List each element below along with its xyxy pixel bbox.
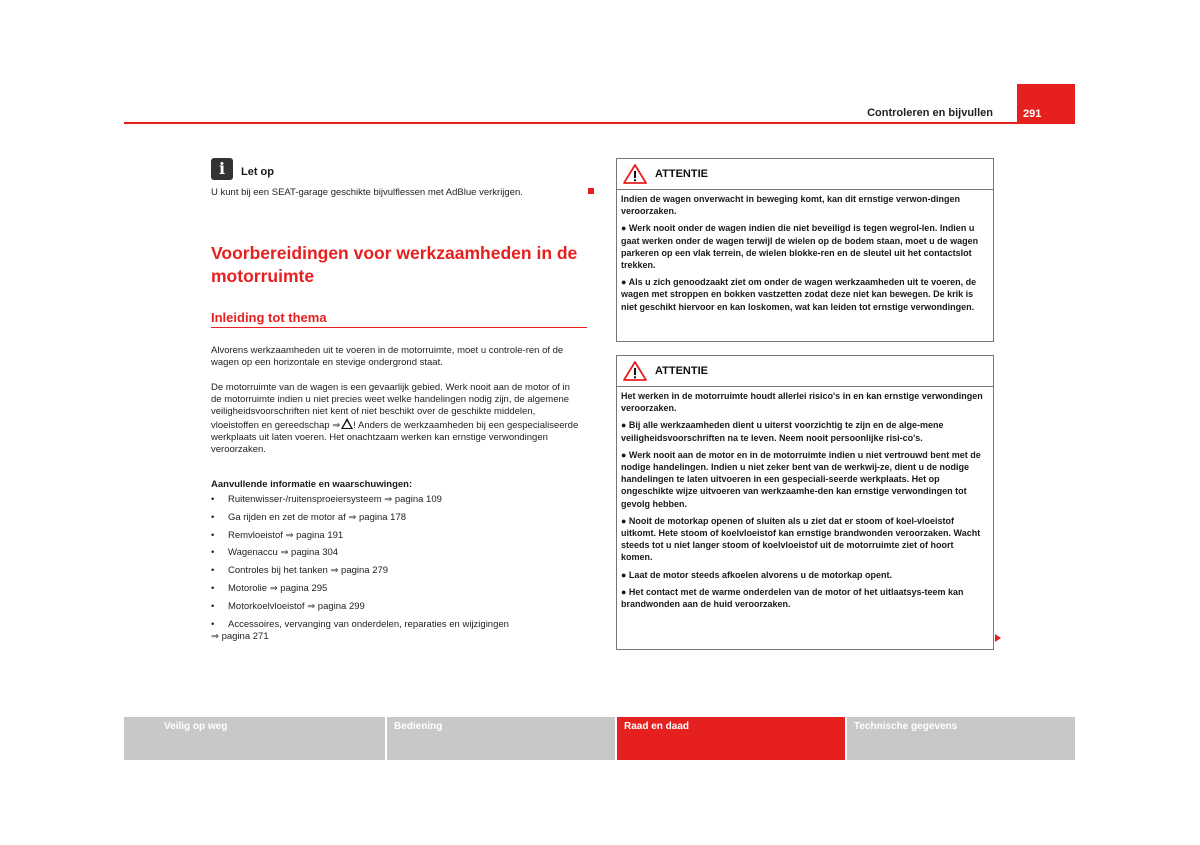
danger-paragraph-text-2: ! Anders de werkzaamheden bij een gespecialiseerde werkplaats uit laten voeren. Het onachtzaam werken kan ernstige verwondingen veroorzaken. — [211, 420, 579, 455]
end-of-section-square — [588, 188, 594, 194]
intro-paragraph: Alvorens werkzaamheden uit te voeren in de motorruimte, moet u controle-ren of de wagen op een horizontale en stevige ondergrond staat. — [211, 345, 564, 368]
warning-text: ● Werk nooit onder de wagen indien die niet beveiligd is tegen wegrol-len. Indien u gaat werken onder de wagen terwijl de wielen op de bodem staan, moet u de wagen parkeren op een vlak terrein, de wielen blokke-ren en de sleutel uit het contactslot trekken. — [621, 223, 979, 271]
reference-list — [211, 494, 591, 648]
warning-text: ● Het contact met de warme onderdelen van de motor of het uitlaatsys-teem kan brandwonden aan de huid veroorzaken. — [621, 586, 964, 610]
tab-technische-gegevens[interactable]: Technische gegevens — [847, 717, 1075, 760]
list-item[interactable] — [211, 494, 591, 506]
tab-veilig-op-weg[interactable]: Veilig op weg — [124, 717, 385, 760]
list-item[interactable] — [211, 619, 591, 643]
tab-bediening[interactable]: Bediening — [387, 717, 615, 760]
sub-heading: Inleiding tot thema — [211, 310, 327, 325]
warning-text: ● Als u zich genoodzaakt ziet om onder de wagen werkzaamheden uit te voeren, de wagen met stroppen en bokken vastzetten zodat deze niet kan bewegen. De krik is niet geschikt hiervoor en kan loskomen, wat kan leiden tot ernstige verwondingen. — [621, 277, 977, 312]
page-number: 291 — [1023, 108, 1042, 120]
warning-text: ● Bij alle werkzaamheden dient u uiterst voorzichtig te zijn en de alge-mene veiligheidsvoorschriften na te leven. Neem nooit persoonlijke risi-co's. — [621, 420, 944, 443]
reference-link[interactable]: Remvloeistof ⇒ pagina 191 — [228, 529, 344, 541]
reference-link[interactable]: Accessoires, vervanging van onderdelen, reparaties en wijzigingen — [228, 618, 509, 630]
info-icon: i — [211, 158, 233, 180]
warning-body — [617, 190, 993, 317]
warning-label: ATTENTIE — [655, 365, 708, 377]
sub-heading-rule — [211, 327, 587, 328]
danger-paragraph — [211, 382, 581, 456]
warning-text: Indien de wagen onverwacht in beweging komt, kan dit ernstige verwon-dingen veroorzaken. — [621, 194, 961, 217]
note-title: Let op — [241, 166, 274, 178]
warning-label: ATTENTIE — [655, 168, 708, 180]
list-item[interactable] — [211, 530, 591, 542]
reference-link[interactable]: Motorkoelvloeistof ⇒ pagina 299 — [228, 600, 365, 612]
list-item[interactable] — [211, 512, 591, 524]
warning-text: Het werken in de motorruimte houdt allerlei risico's in en kan ernstige verwondingen veroorzaken. — [621, 391, 983, 414]
danger-paragraph-text-1: De motorruimte van de wagen is een gevaarlijk gebied. Werk nooit aan de motor of in de motorruimte indien u niet precies weet welke handelingen nodig zijn, de algemene veiligheidsvoorschriften niet kent of niet beschikt over de geschikte middelen, vloeistoffen en gereedschap ⇒ — [211, 382, 570, 431]
reference-link-page[interactable]: ⇒ pagina 271 — [211, 630, 269, 642]
list-item[interactable] — [211, 565, 591, 577]
warning-box-1 — [616, 158, 994, 342]
warning-box-2 — [616, 355, 994, 650]
warning-triangle-icon[interactable] — [341, 418, 353, 429]
reference-link[interactable]: Motorolie ⇒ pagina 295 — [228, 582, 328, 594]
section-title: Controleren en bijvullen — [867, 107, 993, 119]
warning-text: ● Laat de motor steeds afkoelen alvorens u de motorkap opent. — [621, 569, 892, 580]
warning-header — [617, 356, 993, 387]
warning-triangle-icon — [623, 164, 647, 184]
footer-tabs — [124, 717, 1075, 760]
list-item[interactable] — [211, 547, 591, 559]
main-heading: Voorbereidingen voor werkzaamheden in de motorruimte — [211, 243, 578, 286]
note-text: U kunt bij een SEAT-garage geschikte bijvulflessen met AdBlue verkrijgen. — [211, 187, 523, 198]
list-item[interactable] — [211, 583, 591, 595]
tab-raad-en-daad[interactable]: Raad en daad — [617, 717, 845, 760]
page-number-box — [1017, 84, 1075, 124]
reference-link[interactable]: Ruitenwisser-/ruitensproeiersysteem ⇒ pagina 109 — [228, 494, 442, 505]
continue-arrow-icon — [995, 634, 1001, 642]
warning-triangle-icon — [623, 361, 647, 381]
warning-text: ● Werk nooit aan de motor en in de motorruimte indien u niet vertrouwd bent met de nodige handelingen. Indien u niet zeker bent van de werkwij-ze, dient u de nodige handelingen te laten uitvoeren in een gespeciali-seerde werkplaats. Het op ongeschikte wijze uitvoeren van werkzaamhe-den kan ernstige verwondingen tot gevolg hebben. — [621, 449, 981, 509]
reference-link[interactable]: Controles bij het tanken ⇒ pagina 279 — [228, 565, 389, 577]
warning-body — [617, 387, 993, 614]
warning-text: ● Nooit de motorkap openen of sluiten als u ziet dat er stoom of koel-vloeistof uitkomt. Hete stoom of koelvloeistof kan ernstige brandwonden veroorzaken. Wacht steeds tot u niet langer stoom of koelvloeistof uit de motorruimte ziet of hoort komen. — [621, 515, 981, 563]
reference-link[interactable]: Ga rijden en zet de motor af ⇒ pagina 178 — [228, 511, 407, 523]
header-rule — [124, 122, 1075, 124]
list-item[interactable] — [211, 601, 591, 613]
warning-header — [617, 159, 993, 190]
reference-link[interactable]: Wagenaccu ⇒ pagina 304 — [228, 547, 339, 559]
warnings-heading: Aanvullende informatie en waarschuwingen: — [211, 479, 413, 490]
